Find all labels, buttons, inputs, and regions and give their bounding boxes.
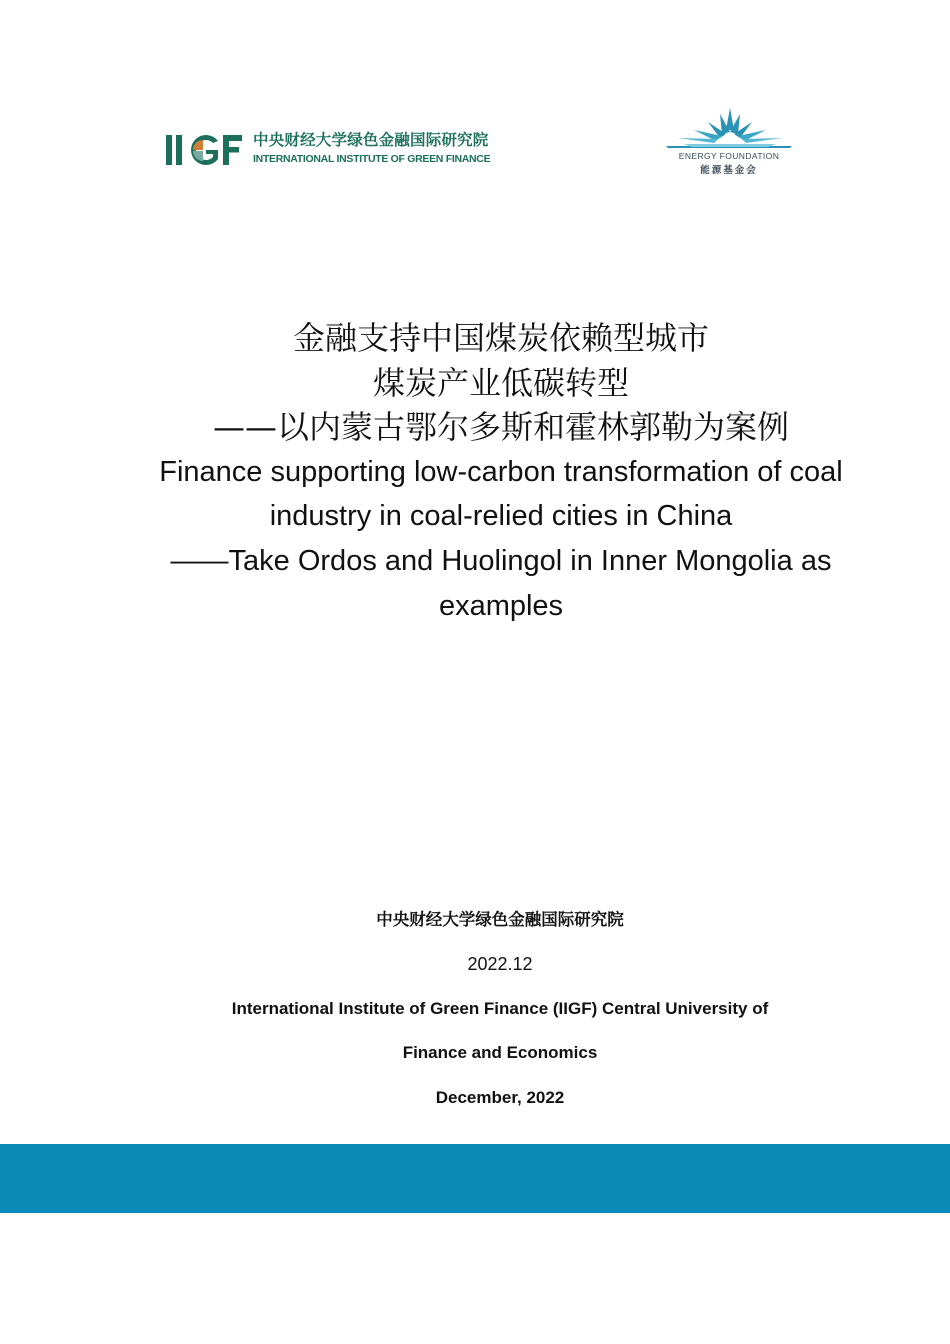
title-cn-line-2: 煤炭产业低碳转型 xyxy=(372,363,629,402)
report-title xyxy=(100,316,902,628)
publisher-name-en-line-1: International Institute of Green Finance (IIGF) Central University of xyxy=(231,999,769,1018)
title-cn-line-1: 金融支持中国煤炭依赖型城市 xyxy=(292,319,709,357)
title-en-line-2: industry in coal-relied cities in China xyxy=(269,500,733,533)
publish-date-numeric: 2022.12 xyxy=(467,954,533,974)
publisher-name-en-line-2: Finance and Economics xyxy=(402,1043,598,1062)
publisher-block xyxy=(100,906,900,1112)
starburst-icon xyxy=(664,108,794,150)
publisher-name-cn: 中央财经大学绿色金融国际研究院 xyxy=(376,910,624,929)
publish-date-en: December, 2022 xyxy=(435,1088,565,1107)
footer-color-band xyxy=(0,1144,950,1213)
title-en-line-1: Finance supporting low-carbon transformation of coal xyxy=(159,455,843,488)
iigf-mark-icon xyxy=(166,132,244,168)
energy-foundation-logo xyxy=(664,108,794,174)
title-en-line-3: ——Take Ordos and Huolingol in Inner Mongolia as xyxy=(170,544,832,577)
ef-name-en: ENERGY FOUNDATION xyxy=(678,151,780,161)
title-en-line-4: examples xyxy=(438,589,564,622)
iigf-logo xyxy=(166,130,501,170)
ef-name-cn: 能源基金会 xyxy=(700,165,758,176)
iigf-name-cn: 中央财经大学绿色金融国际研究院 xyxy=(253,131,489,149)
title-cn-line-3: ——以内蒙古鄂尔多斯和霍林郭勒为案例 xyxy=(212,408,789,446)
iigf-name-en: INTERNATIONAL INSTITUTE OF GREEN FINANCE xyxy=(253,153,491,165)
